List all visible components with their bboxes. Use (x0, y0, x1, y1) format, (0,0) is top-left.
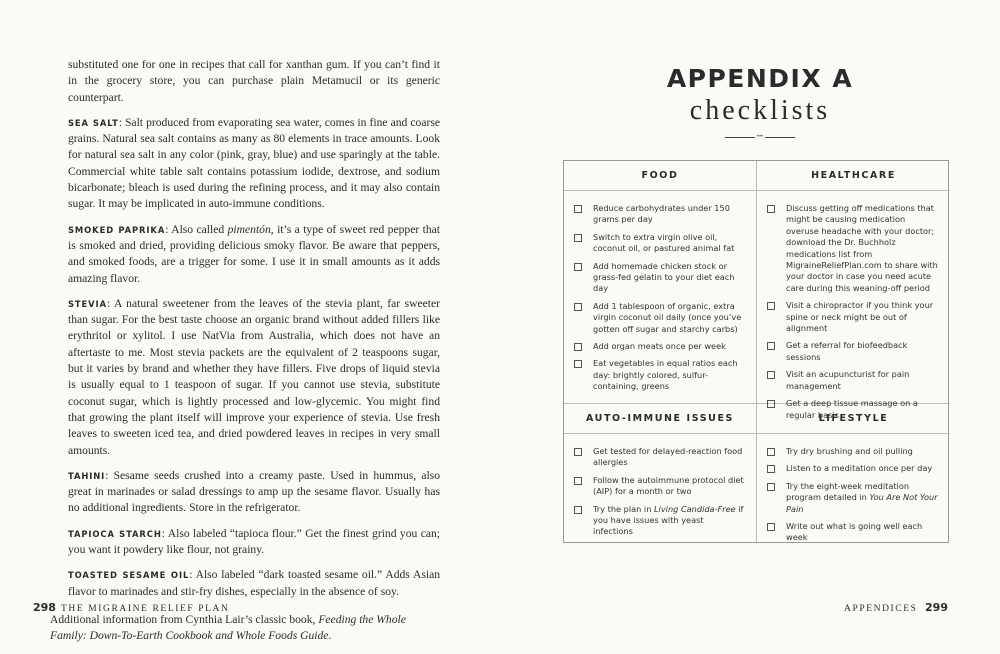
checklist-item[interactable]: Add organ meats once per week (574, 341, 746, 352)
checklist-item[interactable]: Discuss getting off medications that might be causing medication overuse headache with your doctor; download the Dr. Buchholz medications list from MigraineReliefPlan.com to share with your doctor in case you need acute care during this weaning-off period (767, 203, 940, 294)
checklist-item[interactable]: Try dry brushing and oil pulling (767, 446, 940, 457)
appendix-heading: APPENDIX A (666, 64, 854, 93)
glossary-text: A natural sweetener from the leaves of the stevia plant, far sweeter than sugar. For the best taste choose an organic brand without added fillers like erythritol or xylitol. I use NatVia from Australia, which does not have an aftertaste to me. Most stevia packets are the equivalent of 2 teaspoons sugar, but it varies by brand and whether they have fillers. Five drops of liquid stevia is usually equal to 1 teaspoon of sugar. If you cannot use stevia, substitute coconut sugar, which is lightly processed and low-glycemic. You might find that growing the plant itself will improve your experience of stevia. Use fresh leaves to sweeten iced tea, and dried powdered leaves in recipes in very small amounts. (68, 296, 440, 457)
checklist-item[interactable]: Follow the autoimmune protocol diet (AIP) for a month or two (574, 475, 746, 498)
lifestyle-checklist (757, 434, 950, 544)
glossary-entry: TOASTED SESAME OIL: Also labeled “dark toasted sesame oil.” Adds Asian flavor to marinades and stir-fry dishes, especially in the absence of soy. (68, 568, 441, 598)
checklist-item[interactable]: Eat vegetables in equal ratios each day: brightly colored, sulfur-containing, greens (574, 358, 746, 392)
glossary-term: SMOKED PAPRIKA (68, 224, 166, 235)
checklist-item[interactable]: Add 1 tablespoon of organic, extra virgin coconut oil daily (once you’ve gotten off sugar and starchy carbs) (574, 301, 746, 335)
checklists-heading: checklists (689, 95, 831, 126)
food-checklist (564, 191, 756, 393)
glossary-text: Also called (171, 222, 228, 236)
ornament-dots: ••• (756, 134, 764, 140)
source-note (50, 612, 440, 645)
glossary-term: TOASTED SESAME OIL (68, 570, 190, 581)
checklist-item[interactable]: Get a referral for biofeedback sessions (767, 340, 940, 363)
left-folio (33, 601, 229, 614)
lifestyle-section (757, 404, 950, 544)
checklist-item[interactable]: Reduce carbohydrates under 150 grams per day (574, 203, 746, 226)
item-text: Try the eight-week meditation program detailed in (786, 480, 910, 503)
healthcare-checklist (757, 191, 950, 421)
intro-paragraph: substituted one for one in recipes that call for xanthan gum. If you can’t find it in the grocery store, you can purchase plain Metamucil or its generic counterpart. (68, 58, 440, 104)
checklist-item[interactable]: Add homemade chicken stock or grass-fed gelatin to your diet each day (574, 261, 746, 295)
running-head-right: APPENDICES (843, 604, 918, 614)
glossary-term: TAPIOCA STARCH (68, 528, 162, 539)
source-book-title: Feeding the Whole Family: Down-To-Earth Cookbook and Whole Foods Guide (50, 612, 406, 643)
food-section (564, 161, 757, 404)
checklist-item[interactable] (574, 504, 746, 538)
section-heading-food: FOOD (564, 161, 756, 191)
checklist-item[interactable]: Listen to a meditation once per day (767, 463, 940, 474)
glossary-entry: SEA SALT: Salt produced from evaporating sea water, comes in fine and coarse grains. Natural sea salt contains as many as 80 elements in trace amounts. Look for natural sea salt in any color (pink, gray, blue) and use sparingly at the table. Commercial white table salt contains potassium iodide, dextrose, and sodium bicarbonate; bleach is used during the refining process, and it may also contain sugar. It may be implicated in auto-immune conditions. (68, 115, 440, 211)
section-heading-lifestyle: LIFESTYLE (757, 404, 950, 434)
glossary-text: Sesame seeds crushed into a creamy paste. Used in hummus, also great in marinades or salad dressings to amp up the sesame flavor. Usually has no additional ingredients. Store in the refrigerator. (68, 468, 440, 515)
right-folio (844, 601, 948, 614)
glossary-entry: SMOKED PAPRIKA: Also called pimentón, it’s a type of sweet red pepper that is smoked and dried, providing delicious smoky flavor. Be aware that peppers, and smoked foods, are a trigger for some. I use it in small amounts as it adds amazing flavor. (68, 222, 440, 285)
running-head-left: THE MIGRAINE RELIEF PLAN (60, 604, 230, 614)
glossary-italic: pimentón (227, 222, 271, 236)
item-text: if you have issues with yeast infections (593, 503, 744, 537)
section-heading-auto-immune: AUTO-IMMUNE ISSUES (564, 404, 756, 434)
checklist-item[interactable] (767, 481, 940, 515)
auto-immune-checklist (564, 434, 756, 538)
glossary-text: Also labeled “tapioca flour.” Get the finest grind you can; you want it powdery like flour, not grainy. (68, 526, 440, 557)
item-text: Try the plan in (593, 503, 654, 514)
checklist-item[interactable]: Write out what is going well each week (767, 521, 940, 544)
checklist-item[interactable]: Visit a chiropractor if you think your spine or neck might be out of alignment (767, 300, 940, 334)
source-note-end: . (328, 629, 332, 643)
checklist-item[interactable]: Get tested for delayed-reaction food allergies (574, 446, 746, 469)
checklist-item[interactable]: Switch to extra virgin olive oil, coconut oil, or pastured animal fat (574, 232, 746, 255)
glossary-entry: TAHINI: Sesame seeds crushed into a creamy paste. Used in hummus, also great in marinades or salad dressings to amp up the sesame flavor. Usually has no additional ingredients. Store in the refrigerator. (68, 468, 440, 515)
glossary-term: TAHINI (68, 470, 106, 481)
glossary-term: SEA SALT (68, 117, 119, 128)
page-number-right: 299 (925, 601, 948, 614)
glossary-entry: STEVIA: A natural sweetener from the leaves of the stevia plant, far sweeter than sugar. For the best taste choose an organic brand without added fillers like erythritol or xylitol. I use NatVia from Australia, which does not have an aftertaste to me. Most stevia packets are the equivalent of 2 teaspoons sugar, but it varies by brand and whether they have fillers. Five drops of liquid stevia is usually equal to 1 teaspoon of sugar. If you cannot use stevia, substitute coconut sugar, which is lightly processed and low-glycemic. You might find that growing the plant itself will improve your experience of stevia. Use fresh leaves to sweeten iced tea, and dried powdered leaves in recipes in very small amounts. (68, 296, 440, 457)
glossary-text: Salt produced from evaporating sea water, comes in fine and coarse grains. Natural sea salt contains as many as 80 elements in trace amounts. Look for natural sea salt in any color (pink, gray, blue) and use sparingly at the table. Commercial white table salt contains potassium iodide, dextrose, and sodium bicarbonate; bleach is used during the refining process, and it may also contain sugar. It may be implicated in auto-immune conditions. (68, 115, 440, 211)
section-heading-healthcare: HEALTHCARE (757, 161, 950, 191)
checklist-item[interactable]: Get a deep tissue massage on a regular basis (767, 398, 940, 421)
glossary-entry: TAPIOCA STARCH: Also labeled “tapioca flour.” Get the finest grind you can; you want it powdery like flour, not grainy. (68, 526, 440, 557)
book-title: You Are Not Your Pain (786, 492, 938, 514)
glossary-text: Also labeled “dark toasted sesame oil.” Adds Asian flavor to marinades and stir-fry dishes, especially in the absence of soy. (68, 568, 441, 598)
checklist-item[interactable]: Visit an acupuncturist for pain management (767, 369, 940, 392)
checklist-table (563, 160, 949, 543)
glossary-text: , it’s a type of sweet red pepper that is smoked and dried, providing delicious smoky flavor. Be aware that peppers, and smoked foods, are a trigger for some. I use it in small amounts as it adds amazing flavor. (68, 222, 440, 285)
left-page-body (50, 57, 441, 654)
appendix-title (630, 64, 890, 140)
auto-immune-section (564, 404, 757, 544)
source-note-text: Additional information from Cynthia Lair’s classic book, (50, 612, 319, 626)
book-title: Living Candida-Free (654, 503, 736, 514)
title-ornament (725, 134, 795, 140)
page-number-left: 298 (33, 601, 56, 614)
glossary-term: STEVIA (68, 298, 107, 309)
